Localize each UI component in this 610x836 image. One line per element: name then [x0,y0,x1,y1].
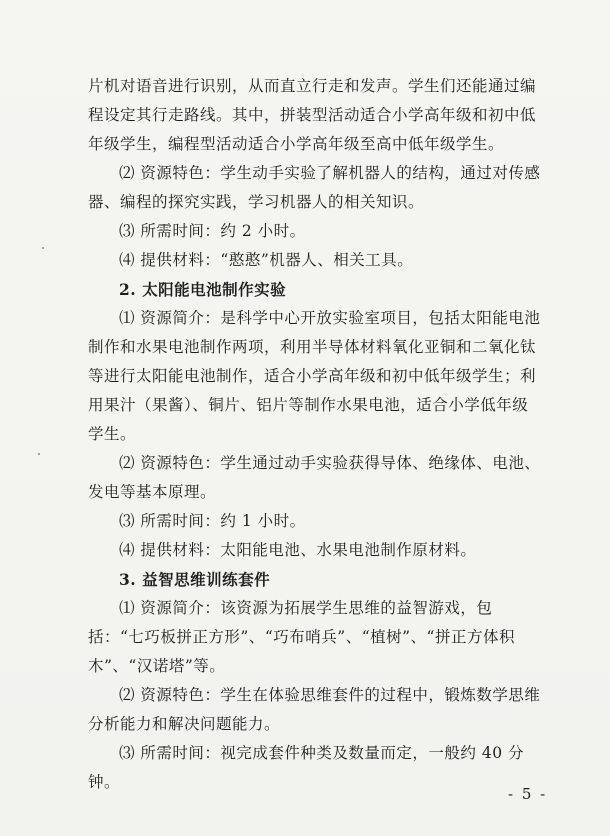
scan-speck [42,247,44,249]
paragraph-puzzle-intro: ⑴ 资源简介：该资源为拓展学生思维的益智游戏，包括：“七巧板拼正方形”、“巧布哨兵”、“植树”、“拼正方体积木”、“汉诺塔”等。 [88,599,515,675]
section-heading-puzzle-kit: 3. 益智思维训练套件 [119,570,271,589]
paragraph-robot-materials: ⑷ 提供材料：“憨憨”机器人、相关工具。 [119,251,414,269]
paragraph-puzzle-time: ⑶ 所需时间：视完成套件种类及数量而定，一般约 40 分钟。 [88,744,525,791]
scan-speck [38,453,40,455]
paragraph-robot-time: ⑶ 所需时间：约 2 小时。 [119,222,306,240]
page-number: - 5 - [508,785,548,803]
paragraph-solar-time: ⑶ 所需时间：约 1 小时。 [119,512,306,530]
paragraph-robot-features: ⑵ 资源特色：学生动手实验了解机器人的结构，通过对传感器、编程的探究实践，学习机器人的相关知识。 [88,164,541,211]
paragraph-solar-intro: ⑴ 资源简介：是科学中心开放实验室项目，包括太阳能电池制作和水果电池制作两项，利用半导体材料氧化亚铜和二氧化钛等进行太阳能电池制作，适合小学高年级和初中低年级学生；利用果汁（果酱）、铜片、铝片等制作水果电池，适合小学低年级学生。 [88,309,541,443]
paragraph-puzzle-features: ⑵ 资源特色：学生在体验思维套件的过程中，锻炼数学思维分析能力和解决问题能力。 [88,686,541,733]
paragraph-solar-materials: ⑷ 提供材料：太阳能电池、水果电池制作原材料。 [119,541,477,559]
document-body [88,72,542,797]
paragraph-solar-features: ⑵ 资源特色：学生通过动手实验获得导体、绝缘体、电池、发电等基本原理。 [88,454,541,501]
section-heading-solar-cell: 2. 太阳能电池制作实验 [119,280,287,299]
paragraph-intro-continued: 片机对语音进行识别，从而直立行走和发声。学生们还能通过编程设定其行走路线。其中，拼装型活动适合小学高年级和初中低年级学生，编程型活动适合小学高年级至高中低年级学生。 [88,77,537,153]
